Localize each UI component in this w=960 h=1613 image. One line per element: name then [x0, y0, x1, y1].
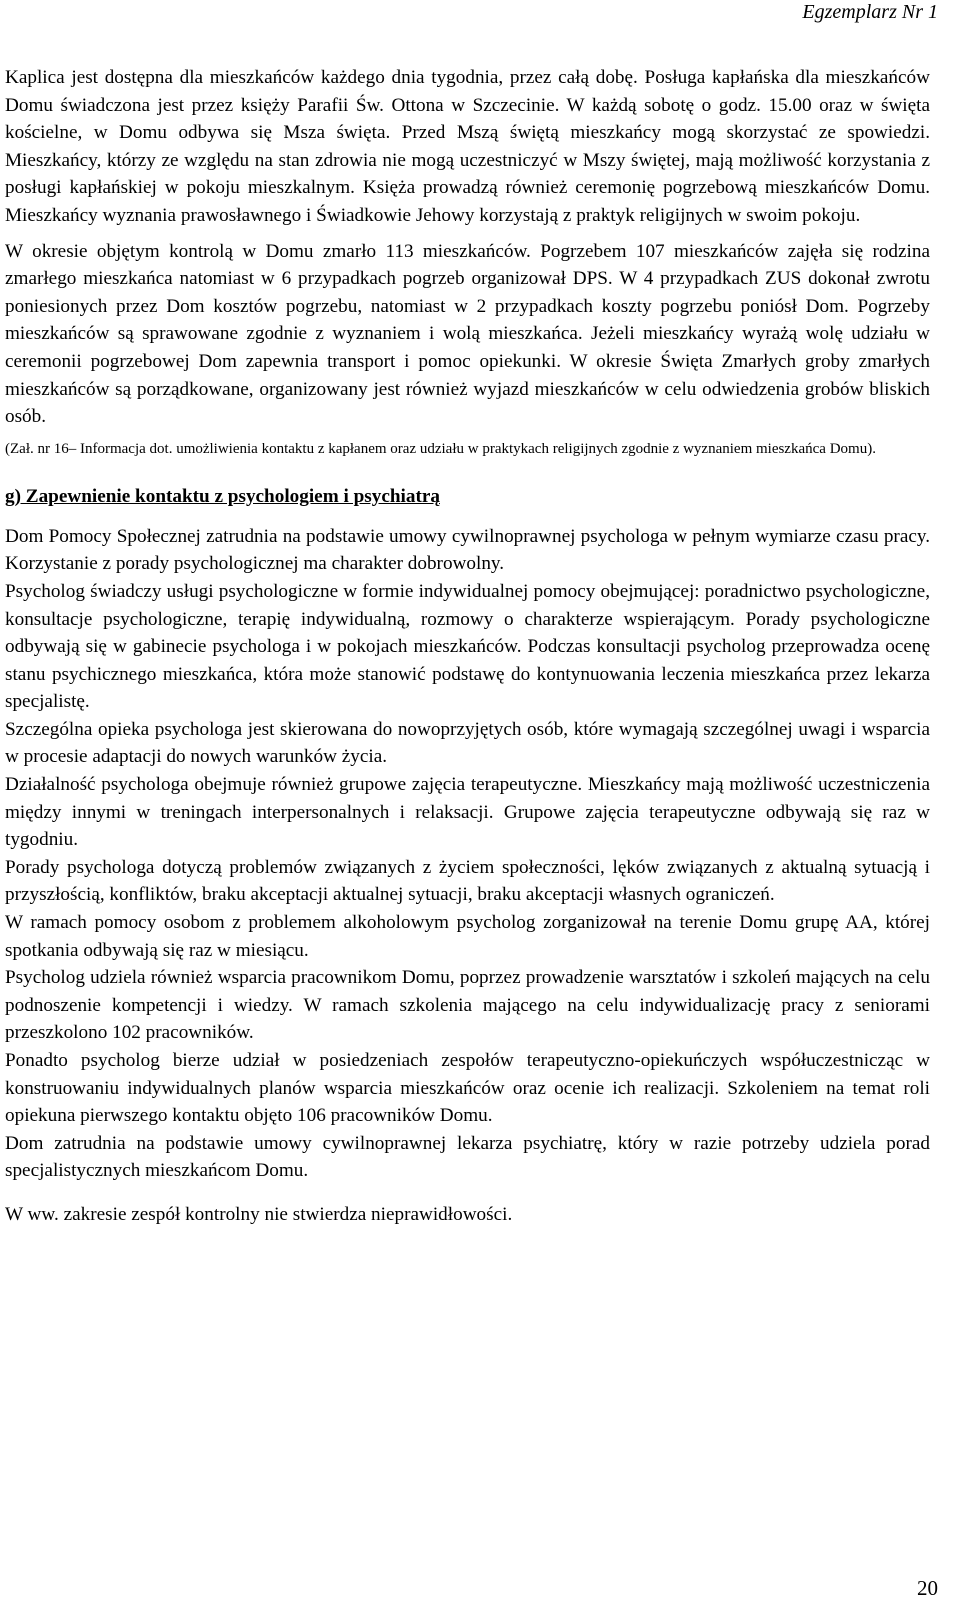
attachment-note: (Zał. nr 16– Informacja dot. umożliwienia kontaktu z kapłanem oraz udziału w praktykach religijnych zgodnie z wyznaniem mieszkańca Domu).: [5, 440, 876, 457]
advice-topics-paragraph: Porady psychologa dotyczą problemów związanych z życiem społeczności, lęków związanych z aktualną sytuacją i przyszłością, konfliktów, braku akceptacji aktualnej sytuacji, braku akceptacji własnych ograniczeń.: [5, 856, 930, 906]
document-body: [5, 64, 930, 1229]
aa-group-paragraph: W ramach pomocy osobom z problemem alkoholowym psycholog zorganizował na terenie Domu grupę AA, której spotkania odbywają się raz w miesiącu.: [5, 912, 930, 961]
page-number: 20: [917, 1576, 938, 1600]
document-copy-label: Egzemplarz Nr 1: [802, 1, 938, 23]
staff-support-paragraph: Psycholog udziela również wsparcia pracownikom Domu, poprzez prowadzenie warsztatów i szkoleń mających na celu podnoszenie kompetencji i wiedzy. W ramach szkolenia mającego na celu indywidualizację pracy z seniorami przeszkolono 102 pracowników.: [5, 967, 930, 1044]
chapel-paragraph: Kaplica jest dostępna dla mieszkańców każdego dnia tygodnia, przez całą dobę. Posługa kapłańska dla mieszkańców Domu świadczona jest przez księży Parafii Św. Ottona w Szczecinie. W każdą sobotę o godz. 15.00 oraz w święta kościelne, w Domu odbywa się Msza święta. Przed Mszą świętą mieszkańcy mogą skorzystać ze spowiedzi. Mieszkańcy, którzy ze względu na stan zdrowia nie mogą uczestniczyć w Mszy świętej, mają możliwość korzystania z posługi kapłańskiej w pokoju mieszkalnym. Księża prowadzą również ceremonię pogrzebową mieszkańców Domu. Mieszkańcy wyznania prawosławnego i Świadkowie Jehowy korzystają z praktyk religijnych w swoim pokoju.: [5, 67, 930, 226]
therapeutic-teams-paragraph: Ponadto psycholog bierze udział w posiedzeniach zespołów terapeutyczno-opiekuńczych współuczestnicząc w konstruowaniu indywidualnych planów wsparcia mieszkańców oraz ocenie ich realizacji. Szkoleniem na temat roli opiekuna pierwszego kontaktu objęto 106 pracowników Domu.: [5, 1050, 930, 1127]
funerals-paragraph: W okresie objętym kontrolą w Domu zmarło 113 mieszkańców. Pogrzebem 107 mieszkańców zajęła się rodzina zmarłego mieszkańca natomiast w 6 przypadkach pogrzeb organizował DPS. W 4 przypadkach ZUS dokonał zwrotu poniesionych przez Dom kosztów pogrzebu, natomiast w 2 przypadkach koszty pogrzebu poniósł Dom. Pogrzeby mieszkańców są sprawowane zgodnie z wyznaniem i wolą mieszkańca. Jeżeli mieszkańcy wyrażą wolę udziału w ceremonii pogrzebowej Dom zapewnia transport i pomoc opiekunki. W okresie Święta Zmarłych groby zmarłych mieszkańców są porządkowane, organizowany jest również wyjazd mieszkańców w celu odwiedzenia grobów bliskich osób.: [5, 240, 930, 428]
group-therapy-paragraph: Działalność psychologa obejmuje również grupowe zajęcia terapeutyczne. Mieszkańcy mają możliwość uczestniczenia między innymi w treningach interpersonalnych i relaksacji. Grupowe zajęcia terapeutyczne odbywają się raz w tygodniu.: [5, 774, 930, 851]
psychologist-employment-paragraph: Dom Pomocy Społecznej zatrudnia na podstawie umowy cywilnoprawnej psychologa w pełnym wymiarze czasu pracy. Korzystanie z porady psychologicznej ma charakter dobrowolny.: [5, 525, 930, 575]
section-heading: g) Zapewnienie kontaktu z psychologiem i psychiatrą: [5, 485, 440, 507]
new-residents-paragraph: Szczególna opieka psychologa jest skierowana do nowoprzyjętych osób, które wymagają szczególnej uwagi i wsparcia w procesie adaptacji do nowych warunków życia.: [5, 718, 930, 768]
conclusion-paragraph: W ww. zakresie zespół kontrolny nie stwierdza nieprawidłowości.: [5, 1203, 513, 1225]
psychologist-services-paragraph: Psycholog świadczy usługi psychologiczne w formie indywidualnej pomocy obejmującej: poradnictwo psychologiczne, konsultacje psychologiczne, terapię indywidualną, rozmowy o charakterze wspierającym. Porady psychologiczne odbywają się w gabinecie psychologa i w pokojach mieszkańców. Podczas konsultacji psycholog przeprowadza ocenę stanu psychicznego mieszkańca, która może stanowić podstawę do kontynuowania leczenia mieszkańca przez lekarza specjalistę.: [5, 580, 930, 713]
psychiatrist-paragraph: Dom zatrudnia na podstawie umowy cywilnoprawnej lekarza psychiatrę, który w razie potrzeby udziela porad specjalistycznych mieszkańcom Domu.: [5, 1132, 930, 1182]
